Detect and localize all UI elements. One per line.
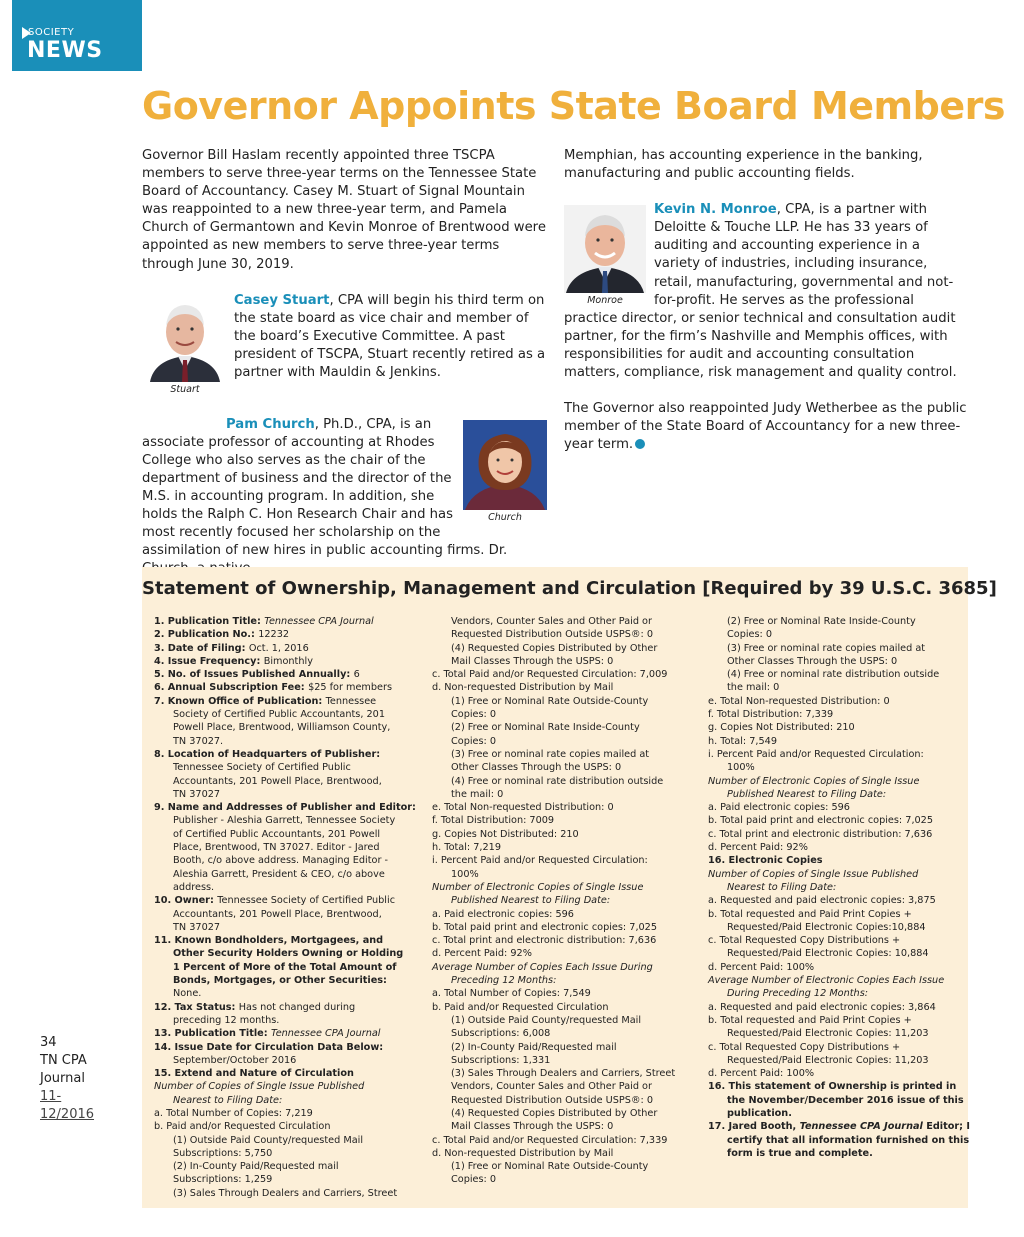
- statement-line: form is true and complete.: [727, 1147, 873, 1159]
- closing-paragraph: [564, 400, 969, 454]
- closing-text: The Governor also reappointed Judy Wetherbee as the public member of the State Board of Accountancy for a new three-year term.: [564, 401, 967, 453]
- statement-line: Copies: 0: [727, 629, 773, 641]
- monroe-photo: [564, 205, 646, 307]
- statement-box: [142, 567, 997, 1208]
- statement-line: (1) Outside Paid County/requested Mail: [173, 1134, 364, 1146]
- monroe-text: , CPA, is a partner with Deloitte & Touche LLP. He has 33 years of auditing and accounting experience in a variety of industries, including insurance, retail, manufacturing, governmental and not-for-profit. He serves as the professional practice director, or senior technical and consultation audit partner, for the firm’s Nashville and Memphis offices, with responsibilities for audit and accounting consultation matters, compliance, risk management and quality control.: [564, 202, 957, 381]
- statement-line: preceding 12 months.: [173, 1014, 280, 1026]
- statement-line: c. Total print and electronic distribution: 7,636: [432, 935, 657, 947]
- statement-line: Copies: 0: [451, 735, 497, 747]
- statement-line: i. Percent Paid and/or Requested Circulation:: [708, 748, 924, 760]
- statement-line: Subscriptions: 5,750: [173, 1147, 273, 1159]
- statement-line: 6. Annual Subscription Fee: $25 for members: [154, 682, 393, 694]
- statement-line: (1) Outside Paid County/requested Mail: [451, 1014, 642, 1026]
- statement-line: (2) Free or Nominal Rate Inside-County: [451, 722, 640, 734]
- statement-line: Publisher - Aleshia Garrett, Tennessee Society: [173, 815, 396, 827]
- statement-line: TN 37027: [173, 788, 221, 800]
- statement-line: g. Copies Not Distributed: 210: [708, 722, 855, 734]
- statement-line: b. Total paid print and electronic copies: 7,025: [708, 815, 934, 827]
- statement-line: (1) Free or Nominal Rate Outside-County: [451, 695, 649, 707]
- statement-line: (4) Free or nominal rate distribution outside: [451, 775, 664, 787]
- statement-line: Accountants, 201 Powell Place, Brentwood,: [173, 908, 382, 920]
- statement-line: the November/December 2016 issue of this: [727, 1094, 964, 1106]
- section-badge-main: NEWS: [27, 38, 103, 63]
- statement-line: Subscriptions: 1,259: [173, 1174, 273, 1186]
- church-name: Pam Church: [226, 416, 315, 432]
- statement-line: Subscriptions: 1,331: [451, 1054, 551, 1066]
- statement-line: Requested/Paid Electronic Copies: 10,884: [727, 948, 929, 960]
- church-photo: [463, 420, 547, 524]
- statement-line: Requested/Paid Electronic Copies: 11,203: [727, 1054, 929, 1066]
- statement-line: of Certified Public Accountants, 201 Powell: [173, 828, 381, 840]
- statement-line: c. Total Requested Copy Distributions +: [708, 935, 901, 947]
- statement-line: c. Total Paid and/or Requested Circulation: 7,009: [432, 669, 668, 681]
- statement-line: Mail Classes Through the USPS: 0: [451, 655, 614, 667]
- statement-line: d. Non-requested Distribution by Mail: [432, 682, 614, 694]
- stuart-paragraph: [142, 292, 547, 398]
- statement-line: b. Total paid print and electronic copies: 7,025: [432, 921, 658, 933]
- page-footer: [40, 1034, 110, 1124]
- statement-line: (2) In-County Paid/Requested mail: [173, 1161, 339, 1173]
- statement-line: Number of Copies of Single Issue Published: [708, 868, 919, 880]
- monroe-caption: Monroe: [587, 295, 623, 307]
- statement-line: Number of Electronic Copies of Single Issue: [708, 775, 920, 787]
- statement-line: 16. This statement of Ownership is printed in: [708, 1081, 957, 1093]
- monroe-paragraph: [564, 201, 969, 382]
- statement-line: f. Total Distribution: 7009: [432, 815, 555, 827]
- church-paragraph: [142, 416, 547, 579]
- statement-column-2: [432, 615, 692, 1187]
- statement-line: Place, Brentwood, TN 37027. Editor - Jared: [173, 842, 380, 854]
- stuart-photo: [146, 296, 224, 396]
- statement-line: Requested Distribution Outside USPS®: 0: [451, 629, 654, 641]
- statement-line: Published Nearest to Filing Date:: [727, 788, 887, 800]
- statement-line: d. Percent Paid: 92%: [708, 842, 808, 854]
- statement-column-3: [708, 615, 970, 1160]
- statement-line: (2) Free or Nominal Rate Inside-County: [727, 616, 916, 627]
- statement-line: certify that all information furnished on this: [727, 1134, 970, 1146]
- statement-line: 100%: [451, 868, 479, 880]
- statement-line: b. Paid and/or Requested Circulation: [432, 1001, 609, 1013]
- church-text: , Ph.D., CPA, is an associate professor of accounting at Rhodes College who also serves as the chair of the department of business and the director of the M.S. in accounting program. In addition, she holds the Ralph C. Hon Research Chair and has most recently focused her scholarship on the assimilation of new hires in public accounting firms. Dr.: [142, 416, 508, 559]
- statement-line: 15. Extend and Nature of Circulation: [154, 1068, 354, 1080]
- statement-line: b. Total requested and Paid Print Copies +: [708, 1014, 912, 1026]
- monroe-name: Kevin N. Monroe: [654, 202, 777, 218]
- statement-line: 17. Jared Booth, Tennessee CPA Journal Editor; I: [708, 1121, 970, 1133]
- statement-line: 5. No. of Issues Published Annually: 6: [154, 669, 360, 681]
- statement-line: f. Total Distribution: 7,339: [708, 709, 834, 721]
- end-mark-icon: [635, 439, 645, 449]
- statement-line: (1) Free or Nominal Rate Outside-County: [451, 1161, 649, 1173]
- statement-line: g. Copies Not Distributed: 210: [432, 828, 579, 840]
- statement-line: h. Total: 7,219: [432, 842, 501, 854]
- statement-line: Copies: 0: [451, 1174, 497, 1186]
- statement-line: a. Total Number of Copies: 7,219: [154, 1107, 313, 1119]
- statement-line: Nearest to Filing Date:: [173, 1094, 283, 1106]
- statement-line: TN 37027: [173, 921, 221, 933]
- statement-line: Number of Electronic Copies of Single Issue: [432, 881, 644, 893]
- statement-line: a. Paid electronic copies: 596: [708, 802, 850, 814]
- statement-line: d. Percent Paid: 92%: [432, 948, 532, 960]
- statement-line: Nearest to Filing Date:: [727, 881, 837, 893]
- page-number: 34: [40, 1035, 57, 1050]
- church-caption: Church: [488, 511, 522, 523]
- page-title: Governor Appoints State Board Members: [142, 84, 1005, 128]
- statement-line: b. Paid and/or Requested Circulation: [154, 1121, 331, 1133]
- stuart-name: Casey Stuart: [234, 292, 330, 308]
- statement-line: Other Security Holders Owning or Holding: [173, 948, 404, 960]
- statement-title: Statement of Ownership, Management and Circulation [Required by 39 U.S.C. 3685]: [142, 578, 997, 599]
- statement-line: Published Nearest to Filing Date:: [451, 895, 611, 907]
- statement-line: Number of Copies of Single Issue Published: [154, 1081, 365, 1093]
- statement-line: (3) Sales Through Dealers and Carriers, Street: [451, 1068, 676, 1080]
- statement-line: 12. Tax Status: Has not changed during: [154, 1001, 356, 1013]
- statement-line: d. Non-requested Distribution by Mail: [432, 1147, 614, 1159]
- statement-line: 11. Known Bondholders, Mortgagees, and: [154, 935, 384, 947]
- statement-line: 14. Issue Date for Circulation Data Below:: [154, 1041, 384, 1053]
- statement-line: (4) Requested Copies Distributed by Other: [451, 1107, 658, 1119]
- statement-line: a. Requested and paid electronic copies: 3,875: [708, 895, 936, 907]
- statement-line: Other Classes Through the USPS: 0: [451, 762, 622, 774]
- statement-line: Booth, c/o above address. Managing Editor -: [173, 855, 389, 867]
- statement-line: c. Total Requested Copy Distributions +: [708, 1041, 901, 1053]
- statement-line: i. Percent Paid and/or Requested Circulation:: [432, 855, 648, 867]
- statement-line: Mail Classes Through the USPS: 0: [451, 1121, 614, 1133]
- publication-name-2: Journal: [40, 1071, 85, 1086]
- statement-line: 1 Percent of More of the Total Amount of: [173, 961, 397, 973]
- statement-line: (3) Free or nominal rate copies mailed at: [727, 642, 926, 654]
- statement-line: d. Percent Paid: 100%: [708, 961, 815, 973]
- statement-line: a. Total Number of Copies: 7,549: [432, 988, 591, 1000]
- publication-name: TN CPA: [40, 1053, 87, 1068]
- statement-line: Accountants, 201 Powell Place, Brentwood,: [173, 775, 382, 787]
- statement-line: publication.: [727, 1107, 792, 1119]
- statement-line: 4. Issue Frequency: Bimonthly: [154, 655, 313, 667]
- stuart-caption: Stuart: [170, 383, 200, 395]
- statement-line: Preceding 12 Months:: [451, 975, 557, 987]
- statement-line: b. Total requested and Paid Print Copies +: [708, 908, 912, 920]
- statement-line: the mail: 0: [727, 682, 780, 694]
- statement-line: (4) Free or nominal rate distribution outside: [727, 669, 940, 681]
- statement-line: Other Classes Through the USPS: 0: [727, 655, 898, 667]
- statement-line: (3) Free or nominal rate copies mailed at: [451, 748, 650, 760]
- statement-line: 9. Name and Addresses of Publisher and Editor:: [154, 802, 416, 814]
- statement-line: Requested/Paid Electronic Copies: 11,203: [727, 1028, 929, 1040]
- statement-line: h. Total: 7,549: [708, 735, 777, 747]
- statement-line: 3. Date of Filing: Oct. 1, 2016: [154, 642, 309, 654]
- statement-line: a. Paid electronic copies: 596: [432, 908, 574, 920]
- statement-line: Requested/Paid Electronic Copies:10,884: [727, 921, 926, 933]
- intro-paragraph: Governor Bill Haslam recently appointed three TSCPA members to serve three-year terms on the Tennessee State Board of Accountancy. Casey M. Stuart of Signal Mountain was reappointed to a new three-year term, and Pamela Church of Germantown and Kevin Monroe of Brentwood were appointed as new members to serve three-year terms through June 30, 2019.: [142, 148, 546, 272]
- statement-line: Powell Place, Brentwood, Williamson County,: [173, 722, 391, 734]
- statement-line: 7. Known Office of Publication: Tennessee: [154, 695, 377, 707]
- monroe-portrait: [564, 205, 646, 293]
- church-continued: Memphian, has accounting experience in the banking, manufacturing and public accounting fields.: [564, 148, 923, 182]
- statement-line: 8. Location of Headquarters of Publisher:: [154, 748, 381, 760]
- statement-line: Average Number of Copies Each Issue During: [432, 961, 653, 973]
- statement-line: d. Percent Paid: 100%: [708, 1068, 815, 1080]
- statement-line: (3) Sales Through Dealers and Carriers, Street: [173, 1187, 398, 1199]
- statement-line: 13. Publication Title: Tennessee CPA Journal: [154, 1028, 381, 1040]
- statement-line: Society of Certified Public Accountants, 201: [173, 709, 386, 721]
- issue-date: 11-12/2016: [40, 1089, 95, 1122]
- statement-line: 10. Owner: Tennessee Society of Certified Public: [154, 895, 396, 907]
- statement-column-1: [154, 615, 416, 1200]
- statement-line: Bonds, Mortgages, or Other Securities:: [173, 975, 387, 987]
- statement-line: 1. Publication Title: Tennessee CPA Journal: [154, 616, 374, 627]
- article-column-right: [564, 147, 969, 472]
- statement-line: Average Number of Electronic Copies Each Issue: [708, 975, 945, 987]
- article-column-left: [142, 147, 547, 597]
- statement-line: Vendors, Counter Sales and Other Paid or: [451, 1081, 652, 1093]
- statement-line: a. Requested and paid electronic copies: 3,864: [708, 1001, 936, 1013]
- statement-line: Vendors, Counter Sales and Other Paid or: [451, 616, 652, 627]
- statement-line: c. Total Paid and/or Requested Circulation: 7,339: [432, 1134, 668, 1146]
- statement-line: e. Total Non-requested Distribution: 0: [708, 695, 890, 707]
- statement-line: Aleshia Garrett, President & CEO, c/o above: [173, 868, 385, 880]
- statement-line: the mail: 0: [451, 788, 504, 800]
- section-badge: [12, 0, 142, 71]
- statement-line: 2. Publication No.: 12232: [154, 629, 290, 641]
- statement-line: None.: [173, 988, 202, 1000]
- statement-line: (4) Requested Copies Distributed by Other: [451, 642, 658, 654]
- church-portrait: [463, 420, 547, 510]
- statement-line: address.: [173, 881, 215, 893]
- statement-line: Copies: 0: [451, 709, 497, 721]
- statement-line: Requested Distribution Outside USPS®: 0: [451, 1094, 654, 1106]
- statement-line: Tennessee Society of Certified Public: [173, 762, 351, 774]
- statement-line: TN 37027.: [173, 735, 224, 747]
- stuart-text: , CPA will begin his third term on the state board as vice chair and member of the board’s Executive Committee. A past president of TSCPA, Stuart recently retired as a partner with Mauldin & Jenkins.: [234, 292, 546, 381]
- section-badge-sub: SOCIETY: [28, 27, 75, 38]
- statement-line: 100%: [727, 762, 755, 774]
- statement-line: c. Total print and electronic distribution: 7,636: [708, 828, 933, 840]
- statement-line: (2) In-County Paid/Requested mail: [451, 1041, 617, 1053]
- statement-line: September/October 2016: [173, 1054, 297, 1066]
- statement-line: e. Total Non-requested Distribution: 0: [432, 802, 614, 814]
- stuart-portrait: [146, 296, 224, 382]
- statement-line: Subscriptions: 6,008: [451, 1028, 551, 1040]
- statement-line: During Preceding 12 Months:: [727, 988, 869, 1000]
- statement-line: 16. Electronic Copies: [708, 855, 823, 867]
